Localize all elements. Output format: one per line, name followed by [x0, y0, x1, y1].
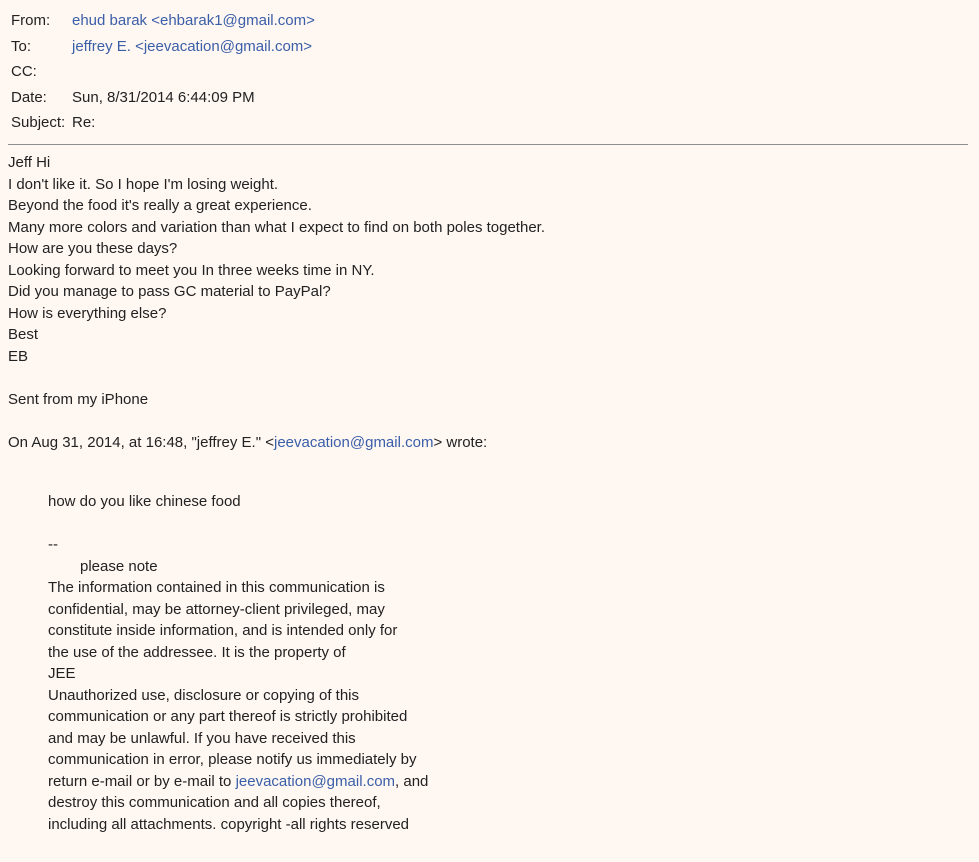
- return-before: return e-mail or by e-mail to: [48, 772, 236, 790]
- disclaimer-email-link[interactable]: jeevacation@gmail.com: [235, 772, 396, 790]
- disclaimer-line: The information contained in this communication is: [48, 579, 385, 596]
- body-line: EB: [8, 347, 29, 365]
- body-line: Beyond the food it's really a great experience.: [8, 197, 312, 214]
- disclaimer-line: confidential, may be attorney-client privileged, may: [48, 600, 385, 618]
- subject-label: Subject:: [11, 114, 66, 131]
- blank-line: [48, 513, 948, 535]
- reply-intro: [8, 432, 968, 454]
- cc-label: CC:: [11, 63, 37, 80]
- email-body: [8, 152, 968, 453]
- blank-line: [8, 410, 968, 432]
- header-divider: [8, 144, 968, 145]
- reply-intro-after: > wrote:: [433, 433, 488, 451]
- signature: Sent from my iPhone: [8, 390, 149, 408]
- disclaimer-return-line: [48, 771, 948, 793]
- to-value[interactable]: jeffrey E. <jeevacation@gmail.com>: [72, 37, 313, 55]
- body-line: Many more colors and variation than what I expect to find on both poles together.: [8, 218, 545, 236]
- body-line: Jeff Hi: [8, 154, 51, 171]
- date-row: [11, 85, 961, 111]
- body-line: Looking forward to meet you In three weeks time in NY.: [8, 261, 375, 279]
- to-label: To:: [11, 37, 32, 55]
- body-line: Did you manage to pass GC material to PayPal?: [8, 283, 331, 300]
- to-row: [11, 34, 961, 60]
- from-label: From:: [11, 12, 51, 29]
- quoted-message: [48, 491, 948, 835]
- disclaimer-line: Unauthorized use, disclosure or copying of this: [48, 686, 360, 704]
- date-value: Sun, 8/31/2014 6:44:09 PM: [72, 88, 255, 106]
- reply-intro-email-link[interactable]: jeevacation@gmail.com: [273, 433, 434, 451]
- disclaimer-line: JEE: [48, 665, 76, 682]
- email-header: [11, 8, 961, 136]
- disclaimer-line: constitute inside information, and is intended only for: [48, 622, 398, 639]
- please-note: please note: [80, 557, 158, 575]
- disclaimer-line: and may be unlawful. If you have received this: [48, 729, 356, 747]
- body-line: Best: [8, 326, 39, 343]
- from-row: [11, 8, 961, 34]
- disclaimer-line: communication in error, please notify us immediately by: [48, 751, 417, 768]
- blank-line: [8, 367, 968, 389]
- signature-dashes: --: [48, 536, 58, 553]
- disclaimer-line: communication or any part thereof is strictly prohibited: [48, 708, 408, 725]
- subject-value: Re:: [72, 114, 96, 131]
- from-value[interactable]: ehud barak <ehbarak1@gmail.com>: [72, 12, 315, 29]
- reply-intro-before: On Aug 31, 2014, at 16:48, "jeffrey E." <: [8, 433, 274, 451]
- body-line: How are you these days?: [8, 240, 178, 257]
- return-after: , and: [395, 772, 429, 790]
- quoted-question: how do you like chinese food: [48, 493, 241, 510]
- body-line: I don't like it. So I hope I'm losing weight.: [8, 175, 279, 193]
- date-label: Date:: [11, 88, 47, 106]
- disclaimer-line: including all attachments. copyright -all rights reserved: [48, 815, 410, 833]
- disclaimer-line: the use of the addressee. It is the property of: [48, 643, 346, 661]
- body-line: How is everything else?: [8, 304, 167, 322]
- disclaimer-line: destroy this communication and all copies thereof,: [48, 794, 381, 811]
- subject-row: [11, 110, 961, 136]
- cc-row: [11, 59, 961, 85]
